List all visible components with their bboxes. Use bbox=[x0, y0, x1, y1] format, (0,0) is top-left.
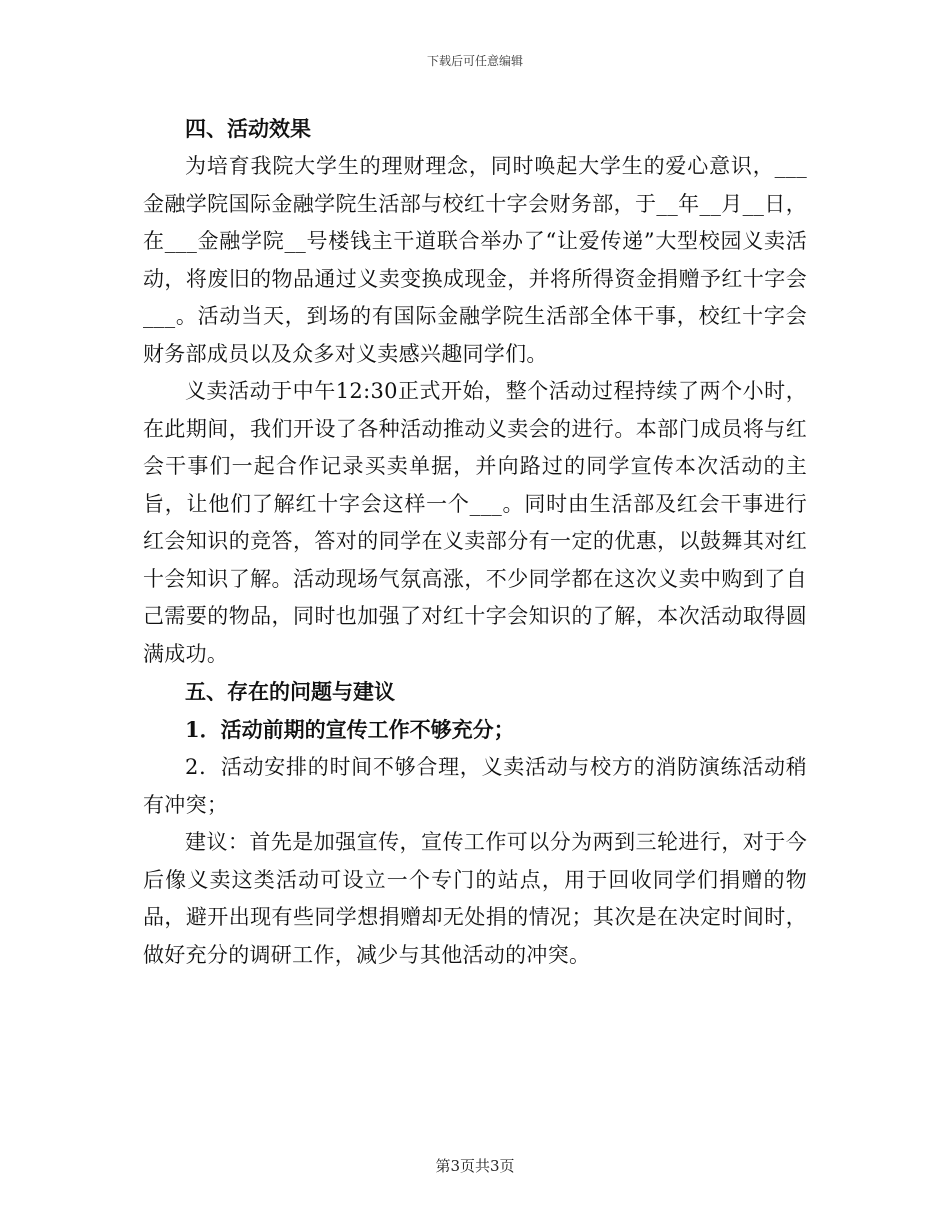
problem-item-1: 1．活动前期的宣传工作不够充分； bbox=[185, 717, 515, 742]
section-4-title: 四、活动效果 bbox=[185, 116, 311, 141]
problem-item-2: 2．活动安排的时间不够合理，义卖活动与校方的消防演练活动稍有冲突； bbox=[143, 755, 807, 817]
document-body bbox=[143, 110, 807, 974]
section-4-paragraph-2: 义卖活动于中午12:30正式开始，整个活动过程持续了两个小时，在此期间，我们开设了各种活动推动义卖会的进行。本部门成员将与红会干事们一起合作记录买卖单据，并向路过的同学宣传本次活动的主旨，让他们了解红十字会这样一个___。同时由生活部及红会干事进行红会知识的竞答，答对的同学在义卖部分有一定的优惠，以鼓舞其对红十会知识了解。活动现场气氛高涨，不少同学都在这次义卖中购到了自己需要的物品，同时也加强了对红十字会知识的了解，本次活动取得圆满成功。 bbox=[143, 379, 807, 666]
section-4-paragraph-1: 为培育我院大学生的理财理念，同时唤起大学生的爱心意识，___金融学院国际金融学院生活部与校红十字会财务部，于__年__月__日，在___金融学院__号楼钱主干道联合举办了“让爱传递”大型校园义卖活动，将废旧的物品通过义卖变换成现金，并将所得资金捐赠予红十字会___。活动当天，到场的有国际金融学院生活部全体干事，校红十字会财务部成员以及众多对义卖感兴趣同学们。 bbox=[143, 154, 807, 366]
page-number: 第3页共3页 bbox=[435, 1157, 515, 1175]
section-5-title: 五、存在的问题与建议 bbox=[185, 679, 395, 704]
suggestion-paragraph: 建议：首先是加强宣传，宣传工作可以分为两到三轮进行，对于今后像义卖这类活动可设立一个专门的站点，用于回收同学们捐赠的物品，避开出现有些同学想捐赠却无处捐的情况；其次是在决定时间时，做好充分的调研工作，减少与其他活动的冲突。 bbox=[143, 830, 807, 967]
page-header-note: 下载后可任意编辑 bbox=[426, 54, 523, 68]
